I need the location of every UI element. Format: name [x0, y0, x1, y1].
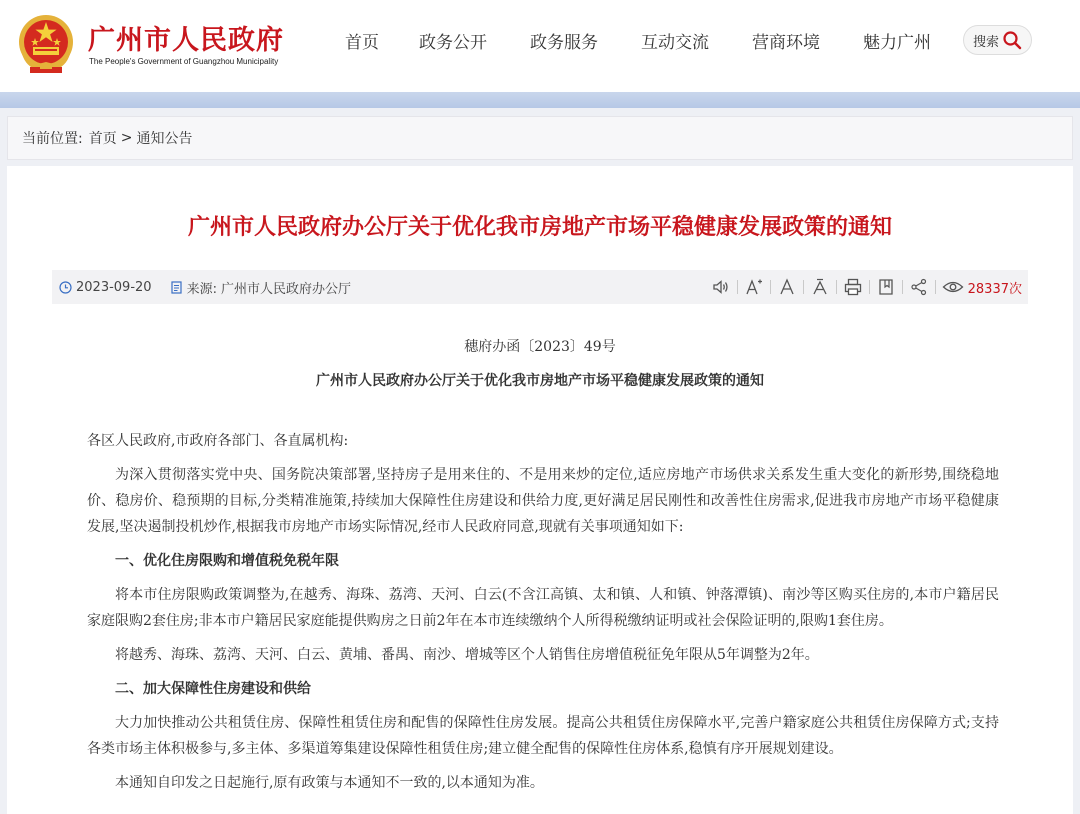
print-icon[interactable]: [837, 270, 869, 304]
article-paragraph: 本通知自印发之日起施行,原有政策与本通知不一致的,以本通知为准。: [115, 775, 544, 791]
site-header: [0, 0, 1080, 92]
view-count-value: 28337次: [967, 281, 1022, 297]
document-heading: 广州市人民政府办公厅关于优化我市房地产市场平稳健康发展政策的通知: [316, 373, 764, 389]
view-count: [942, 278, 1022, 297]
font-increase-icon[interactable]: [738, 270, 770, 304]
breadcrumb-prefix: 当前位置:: [22, 131, 83, 147]
nav-item-home[interactable]: 首页: [345, 33, 379, 53]
nav-item-charming-guangzhou[interactable]: 魅力广州: [863, 33, 931, 53]
article-paragraph: 将越秀、海珠、荔湾、天河、白云、黄埔、番禺、南沙、增城等区个人销售住房增值税征免年限从5年调整为2年。: [115, 647, 819, 663]
search-icon: [1002, 30, 1022, 50]
search-button[interactable]: [963, 25, 1032, 55]
nav-item-government-services[interactable]: 政务服务: [530, 33, 598, 53]
search-label: 搜索: [973, 34, 1000, 50]
breadcrumb-item-home[interactable]: 首页: [88, 131, 117, 147]
source-value: 广州市人民政府办公厅: [220, 281, 351, 297]
toolbar-divider: [935, 280, 936, 294]
font-normal-icon[interactable]: [771, 270, 803, 304]
article-paragraph: 大力加快推动公共租赁住房、保障性租赁住房和配售的保障性住房发展。提高公共租赁住房保障水平,完善户籍家庭公共租赁住房保障方式;支持各类市场主体积极参与,多主体、多渠道筹集建设保障性租赁住房;建立健全配售的保障性住房体系,稳慎有序开展规划建设。: [87, 715, 999, 757]
article-greeting: 各区人民政府,市政府各部门、各直属机构:: [87, 433, 349, 449]
content-area: [0, 108, 1080, 814]
article-body: [87, 428, 999, 804]
eye-icon: [942, 279, 964, 295]
article-paragraph: 为深入贯彻落实党中央、国务院决策部署,坚持房子是用来住的、不是用来炒的定位,适应房地产市场供求关系发生重大变化的新形势,围绕稳地价、稳房价、稳预期的目标,分类精准施策,持续加大保障性住房建设和供给力度,更好满足居民刚性和改善性住房需求,促进我市房地产市场平稳健康发展,坚决遏制投机炒作,根据我市房地产市场实际情况,经市人民政府同意,现就有关事项通知如下:: [87, 467, 999, 535]
bookmark-icon[interactable]: [870, 270, 902, 304]
font-decrease-icon[interactable]: [804, 270, 836, 304]
nav-item-government-affairs[interactable]: 政务公开: [419, 33, 487, 53]
source-label: 来源:: [186, 281, 217, 297]
article-title: 广州市人民政府办公厅关于优化我市房地产市场平稳健康发展政策的通知: [187, 214, 892, 240]
breadcrumb-item-notices[interactable]: 通知公告: [136, 131, 193, 147]
publish-date: 2023-09-20: [76, 279, 152, 295]
site-name-english: The People's Government of Guangzhou Municipality: [89, 57, 279, 66]
header-band: [0, 92, 1080, 108]
national-emblem-icon[interactable]: [16, 12, 76, 76]
nav-item-business-environment[interactable]: 营商环境: [752, 33, 820, 53]
audio-icon[interactable]: [705, 270, 737, 304]
section-heading: 一、优化住房限购和增值税免税年限: [115, 553, 339, 569]
share-icon[interactable]: [903, 270, 935, 304]
nav-item-interaction[interactable]: 互动交流: [641, 33, 709, 53]
clock-icon: [59, 281, 72, 294]
document-number: 穗府办函〔2023〕49号: [464, 339, 616, 355]
document-icon: [170, 281, 183, 294]
article-paragraph: 将本市住房限购政策调整为,在越秀、海珠、荔湾、天河、白云(不含江高镇、太和镇、人和镇、钟落潭镇)、南沙等区购买住房的,本市户籍居民家庭限购2套住房;非本市户籍居民家庭能提供购房之日前2年在本市连续缴纳个人所得税缴纳证明或社会保险证明的,限购1套住房。: [87, 587, 999, 629]
article-meta-bar: [52, 270, 1028, 304]
breadcrumb-separator: >: [120, 130, 133, 146]
section-heading: 二、加大保障性住房建设和供给: [115, 681, 311, 697]
article-card: [7, 166, 1073, 814]
breadcrumb: [7, 116, 1073, 160]
site-name[interactable]: 广州市人民政府: [88, 25, 284, 56]
